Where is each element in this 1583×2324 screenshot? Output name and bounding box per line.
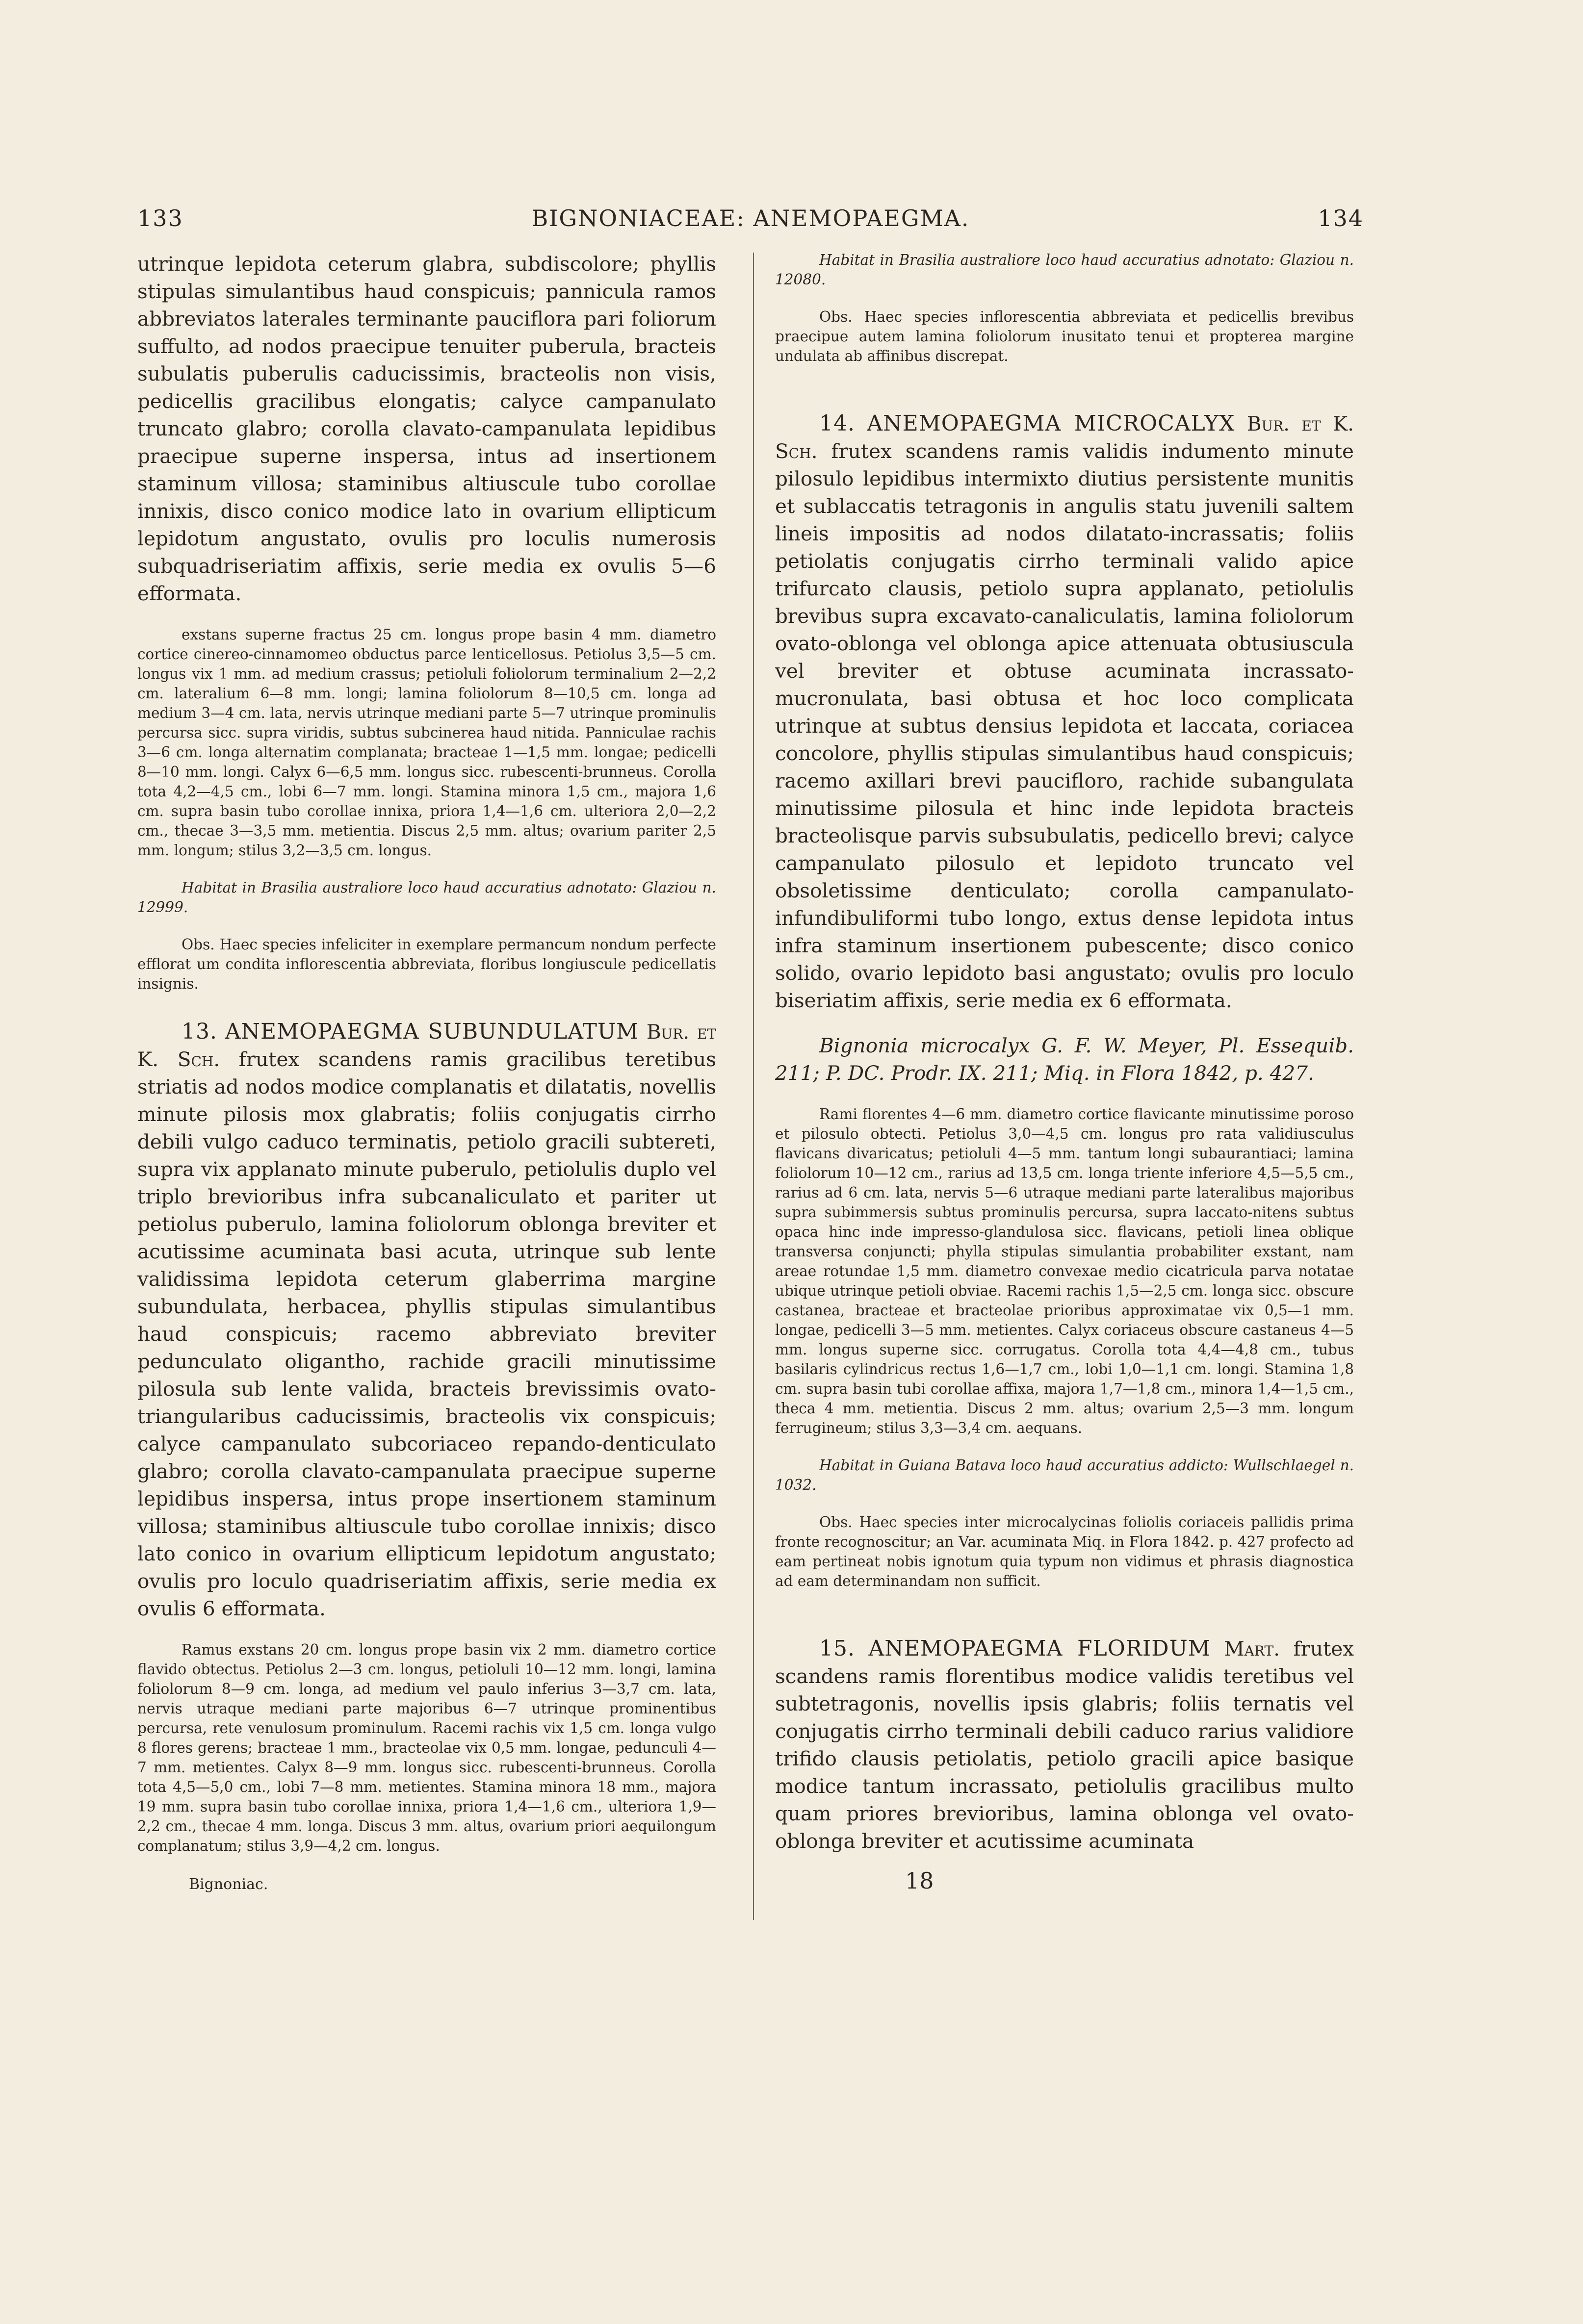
left-column (137, 250, 716, 1942)
species-12-description: exstans superne fractus 25 cm. longus prope basin 4 mm. diametro cortice cinereo-cinnamomeo obductus parce lenticellosus. Petiolus 3,5—5 cm. longus vix 1 mm. ad medium crassus; petioluli foliolorum terminalium 2—2,2 cm. lateralium 6—8 mm. longi; lamina foliolorum 8—10,5 cm. longa ad medium 3—4 cm. lata, nervis utrinque mediani parte 5—7 utrinque prominulis percursa sicc. supra viridis, subtus subcinerea haud nitida. Panniculae rachis 3—6 cm. longa alternatim complanata; bracteae 1—1,5 mm. longae; pedicelli 8—10 mm. longi. Calyx 6—6,5 mm. longus sicc. rubescenti-brunneus. Corolla tota 4,2—4,5 cm., lobi 6—7 mm. longi. Stamina minora 1,5 cm., majora 1,6 cm. supra basin tubo corollae innixa, priora 1,4—1,6 cm. ulteriora 2,0—2,2 cm., thecae 3—3,5 mm. metientia. Discus 2,5 mm. altus; ovarium pariter 2,5 mm. longum; stilus 3,2—3,5 cm. longus. (137, 626, 716, 859)
species-14-habitat: Habitat in Guiana Batava loco haud accuratius addicto: Wullschlaegel n. 1032. (775, 1457, 1354, 1493)
species-14-description: Rami florentes 4—6 mm. diametro cortice flavicante minutissime poroso et pilosulo obtecti. Petiolus 3,0—4,5 cm. longus pro rata validiusculus flavicans divaricatus; petioluli 4—5 mm. tantum longi subaurantiaci; lamina foliolorum 10—12 cm., rarius ad 13,5 cm. longa triente inferiore 4,5—5,5 cm., rarius ad 6 cm. lata, nervis 5—6 utraque mediani parte lateralibus majoribus supra subimmersis subtus prominulis percursa, supra laccato-nitens subtus opaca hinc inde impresso-glandulosa sicc. flavicans, petioli linea oblique transversa conjuncti; phylla stipulas simulantia probabiliter exstant, nam areae rotundae 1,5 mm. diametro convexae medio cicatricula parva notatae ubique utrinque petioli obviae. Racemi rachis 1,5—2,5 cm. longa sicc. obscure castanea, bracteae et bracteolae prioribus approximatae vix 0,5—1 mm. longae, pedicelli 3—5 mm. metientes. Calyx coriaceus obscure castaneus 4—5 mm. longus superne sicc. corrugatus. Corolla tota 4,4—4,8 cm., tubus basilaris cylindricus rectus 1,6—1,7 cm., lobi 1,0—1,1 cm. longi. Stamina 1,8 cm. supra basin tubi corollae affixa, majora 1,7—1,8 cm., minora 1,4—1,5 cm., theca 4 mm. metientia. Discus 2 mm. altus; ovarium 2,5—3 mm. longum ferrugineum; stilus 3,3—3,4 cm. aequans. (775, 1106, 1354, 1436)
species-15-name: ANEMOPAEGMA FLORIDUM (868, 1636, 1211, 1661)
species-15-entry (775, 1635, 1354, 1855)
species-14-observation: Obs. Haec species inter microcalycinas foliolis coriaceis pallidis prima fronte recognoscitur; an Var. acuminata Miq. in Flora 1842. p. 427 profecto ad eam pertineat nobis ignotum quia typum non vidimus et phrasis diagnostica ad eam determinandam non sufficit. (775, 1514, 1354, 1589)
running-title: BIGNONIACEAE: ANEMOPAEGMA. (531, 205, 970, 231)
species-14-synonym: Bignonia microcalyx G. F. W. Meyer, Pl. Essequib. 211; P. DC. Prodr. IX. 211; Miq. in Flora 1842, p. 427. (775, 1034, 1354, 1085)
page-number-right: 134 (1318, 205, 1364, 231)
species-13-description: Ramus exstans 20 cm. longus prope basin vix 2 mm. diametro cortice flavido obtectus. Petiolus 2—3 cm. longus, petioluli 10—12 mm. longi, lamina foliolorum 8—9 cm. longa, ad medium vel paulo inferius 3—3,7 cm. lata, nervis utraque mediani parte majoribus 6—7 utrinque prominentibus percursa, rete venulosum prominulum. Racemi rachis vix 1,5 cm. longa vulgo 8 flores gerens; bracteae 1 mm., bracteolae vix 0,5 mm. longae, pedunculi 4—7 mm. metientes. Calyx 8—9 mm. longus sicc. rubescenti-brunneus. Corolla tota 4,5—5,0 cm., lobi 7—8 mm. metientes. Stamina minora 18 mm., majora 19 mm. supra basin tubo corollae innixa, priora 1,4—1,6 cm., ulteriora 1,9—2,2 cm., thecae 4 mm. longa. Discus 3 mm. altus, ovarium priori aequilongum complanatum; stilus 3,9—4,2 cm. longus. (137, 1641, 716, 1854)
page-number-left: 133 (137, 205, 183, 231)
right-column (775, 250, 1354, 1942)
species-14-entry (775, 410, 1354, 1014)
species-15-author: Mart. (1224, 1637, 1280, 1660)
species-13-observation: Obs. Haec species inflorescentia abbreviata et pedicellis brevibus praecipue autem lamina foliolorum inusitato tenui et propterea margine undulata ab affinibus discrepat. (775, 308, 1354, 364)
species-13-habitat: Habitat in Brasilia australiore loco haud accuratius adnotato: Glaziou n. 12080. (775, 252, 1354, 288)
species-15-diagnosis: frutex scandens ramis florentibus modice validis teretibus vel subtetragonis, novellis ipsis glabris; foliis ternatis vel conjugatis cirrho terminali debili caduco rarius validiore trifido clausis petiolatis, petiolo gracili apice basique modice tantum incrassato, petiolulis gracilibus multo quam priores brevioribus, lamina oblonga vel ovato-oblonga breviter et acutissime acuminata (775, 1637, 1354, 1853)
page-header (137, 205, 1364, 239)
species-13-number: 13. (182, 1019, 217, 1044)
column-divider (753, 253, 754, 1920)
species-12-observation: Obs. Haec species infeliciter in exemplare permancum nondum perfecte efflorat um condita inflorescentia abbreviata, floribus longiuscule pedicellatis insignis. (137, 936, 716, 992)
species-14-name: ANEMOPAEGMA MICROCALYX (867, 411, 1235, 436)
species-12-habitat: Habitat in Brasilia australiore loco haud accuratius adnotato: Glaziou n. 12999. (137, 879, 716, 916)
species-13-author: Bur. et K. Sch. (137, 1020, 716, 1071)
species-13-name: ANEMOPAEGMA SUBUNDULATUM (225, 1019, 639, 1044)
species-14-number: 14. (819, 411, 855, 436)
species-14-author: Bur. et K. Sch. (775, 412, 1354, 463)
species-13-entry (137, 1018, 716, 1622)
species-15-number: 15. (819, 1636, 855, 1661)
species-12-diagnosis-continued: utrinque lepidota ceterum glabra, subdiscolore; phyllis stipulas simulantibus haud conspicuis; pannicula ramos abbreviatos laterales terminante pauciflora pari foliorum suffulto, ad nodos praecipue tenuiter puberula, bracteis subulatis puberulis caducissimis, bracteolis non visis, pedicellis gracilibus elongatis; calyce campanulato truncato glabro; corolla clavato-campanulata lepidibus praecipue superne inspersa, intus ad insertionem staminum villosa; staminibus altiuscule tubo corollae innixis, disco conico modice lato in ovarium ellipticum lepidotum angustato, ovulis pro loculis numerosis subquadriseriatim affixis, serie media ex ovulis 5—6 efformata. (137, 252, 716, 605)
footer-label: Bignoniac. (189, 1876, 268, 1893)
signature-mark: 18 (905, 1867, 934, 1894)
species-14-diagnosis: frutex scandens ramis validis indumento minute pilosulo lepidibus intermixto diutius persistente munitis et sublaccatis tetragonis in angulis statu juvenili saltem lineis impositis ad nodos dilatato-incrassatis; foliis petiolatis conjugatis cirrho terminali valido apice trifurcato clausis, petiolo supra applanato, petiolulis brevibus supra excavato-canaliculatis, lamina foliolorum ovato-oblonga vel oblonga apice attenuata obtusiuscula vel breviter et obtuse acuminata incrassato-mucronulata, basi obtusa et hoc loco complicata utrinque at subtus densius lepidota et laccata, coriacea concolore, phyllis stipulas simulantibus haud conspicuis; racemo axillari brevi paucifloro, rachide subangulata minutissime pilosula et hinc inde lepidota bracteis bracteolisque parvis subsubulatis, pedicello brevi; calyce campanulato pilosulo et lepidoto truncato vel obsoletissime denticulato; corolla campanulato-infundibuliformi tubo longo, extus dense lepidota intus infra staminum insertionem pubescente; disco conico solido, ovario lepidoto basi angustato; ovulis pro loculo biseriatim affixis, serie media ex 6 efformata. (775, 439, 1354, 1012)
species-13-diagnosis: frutex scandens ramis gracilibus teretibus striatis ad nodos modice complanatis et dilatatis, novellis minute pilosis mox glabratis; foliis conjugatis cirrho debili vulgo caduco terminatis, petiolo gracili subtereti, supra vix applanato minute puberulo, petiolulis duplo vel triplo brevioribus infra subcanaliculato et pariter ut petiolus puberulo, lamina foliolorum oblonga breviter et acutissime acuminata basi acuta, utrinque sub lente validissima lepidota ceterum glaberrima margine subundulata, herbacea, phyllis stipulas simulantibus haud conspicuis; racemo abbreviato breviter pedunculato oligantho, rachide gracili minutissime pilosula sub lente valida, bracteis brevissimis ovato-triangularibus caducissimis, bracteolis vix conspicuis; calyce campanulato subcoriaceo repando-denticulato glabro; corolla clavato-campanulata praecipue superne lepidibus inspersa, intus prope insertionem staminum villosa; staminibus altiuscule tubo corollae innixis; disco lato conico in ovarium ellipticum lepidotum angustato; ovulis pro loculo quadriseriatim affixis, serie media ex ovulis 6 efformata. (137, 1047, 716, 1620)
